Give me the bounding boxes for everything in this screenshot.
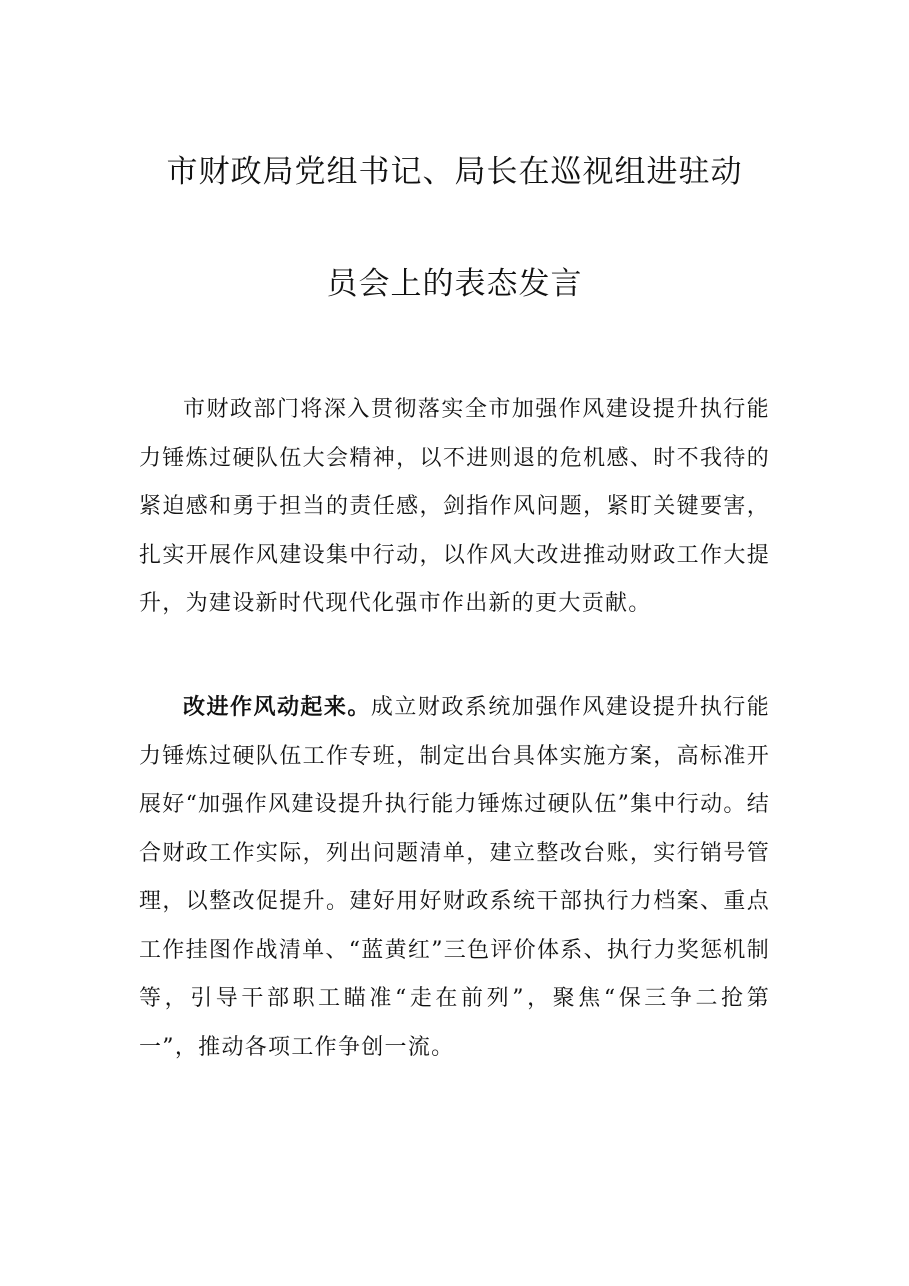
body-paragraph-1 (139, 386, 770, 629)
document-title-line-1: 市财政局党组书记、局长在巡视组进驻动 (166, 154, 743, 190)
paragraph-2-lead: 改进作风动起来。 (183, 694, 371, 720)
paragraph-2-text: 成立财政系统加强作风建设提升执行能力锤炼过硬队伍工作专班，制定出台具体实施方案，高标准开展好“加强作风建设提升执行能力锤炼过硬队伍”集中行动。结合财政工作实际，列出问题清单，建立整改台账，实行销号管理，以整改促提升。建好用好财政系统干部执行力档案、重点工作挂图作战清单、“蓝黄红”三色评价体系、执行力奖惩机制等，引导干部职工瞄准“走在前列”，聚焦“保三争二抢第一”，推动各项工作争创一流。 (139, 695, 770, 1060)
paragraph-1-text: 市财政部门将深入贯彻落实全市加强作风建设提升执行能力锤炼过硬队伍大会精神，以不进则退的危机感、时不我待的紧迫感和勇于担当的责任感，剑指作风问题，紧盯关键要害，扎实开展作风建设集中行动，以作风大改进推动财政工作大提升，为建设新时代现代化强市作出新的更大贡献。 (139, 397, 770, 616)
document-title-line-2: 员会上的表态发言 (326, 266, 583, 302)
body-paragraph-2 (139, 683, 770, 1072)
